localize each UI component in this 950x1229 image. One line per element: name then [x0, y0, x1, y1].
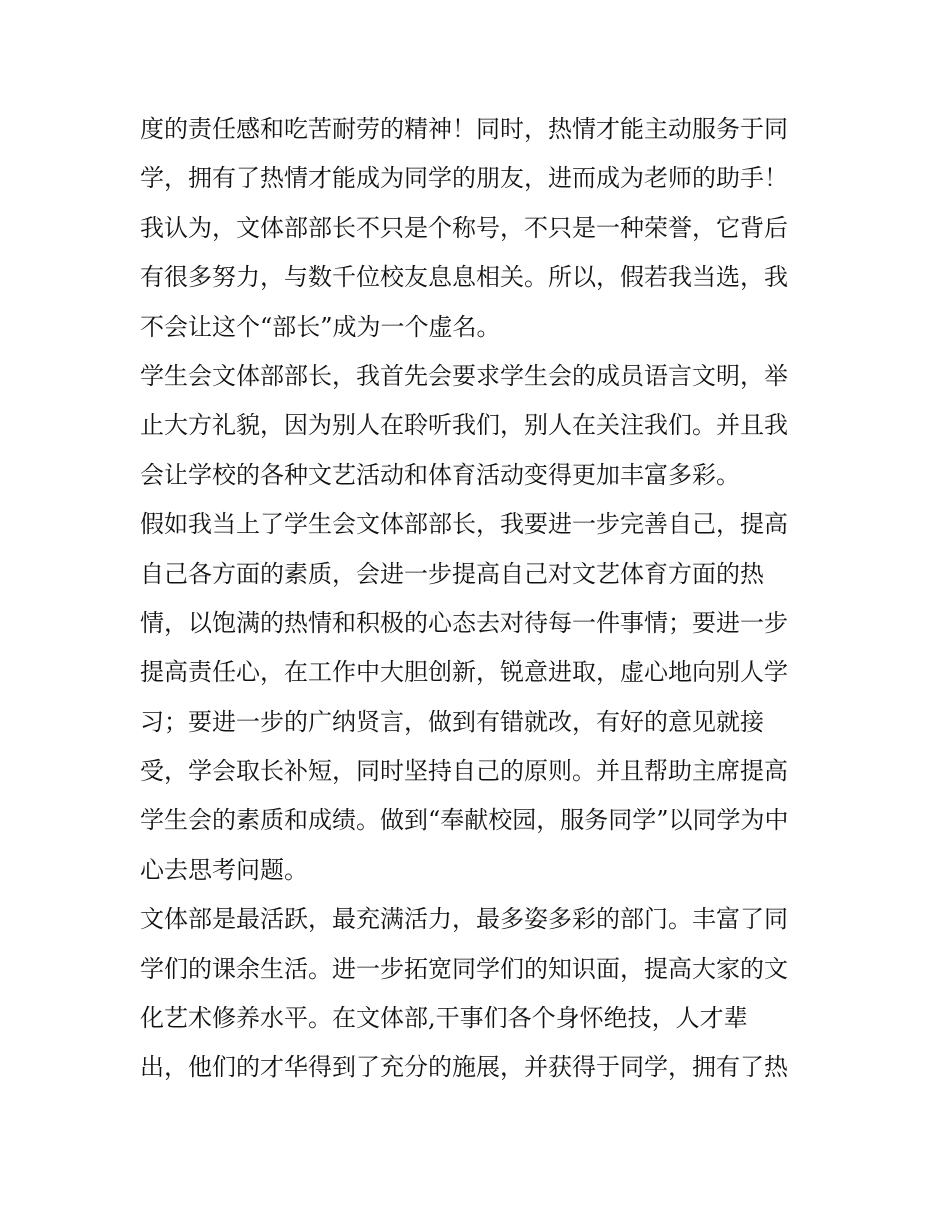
text-line: 受，学会取长补短，同时坚持自己的原则。并且帮助主席提高	[140, 757, 788, 786]
text-line: 学，拥有了热情才能成为同学的朋友，进而成为老师的助手！	[140, 164, 788, 193]
text-line: 止大方礼貌，因为别人在聆听我们，别人在关注我们。并且我	[140, 411, 788, 440]
text-line: 化艺术修养水平。在文体部,干事们各个身怀绝技，人才辈	[140, 1004, 748, 1033]
text-line: 学们的课余生活。进一步拓宽同学们的知识面，提高大家的文	[140, 954, 788, 983]
text-line: 假如我当上了学生会文体部部长，我要进一步完善自己，提高	[140, 510, 788, 539]
text-line: 会让学校的各种文艺活动和体育活动变得更加丰富多彩。	[140, 460, 740, 489]
text-line: 习；要进一步的广纳贤言，做到有错就改，有好的意见就接	[140, 707, 764, 736]
text-line: 学生会的素质和成绩。做到“奉献校园，服务同学”以同学为中	[140, 806, 789, 835]
body-text	[140, 105, 820, 1093]
text-line: 自己各方面的素质，会进一步提高自己对文艺体育方面的热	[140, 559, 764, 588]
text-line: 提高责任心，在工作中大胆创新，锐意进取，虚心地向别人学	[140, 658, 788, 687]
text-line: 学生会文体部部长，我首先会要求学生会的成员语言文明，举	[140, 361, 788, 390]
text-line: 度的责任感和吃苦耐劳的精神！同时，热情才能主动服务于同	[140, 115, 788, 143]
text-line: 心去思考问题。	[140, 855, 308, 884]
text-line: 不会让这个“部长”成为一个虚名。	[140, 312, 501, 341]
text-line: 情，以饱满的热情和积极的心态去对待每一件事情；要进一步	[140, 608, 788, 637]
text-line: 出，他们的才华得到了充分的施展，并获得于同学，拥有了热	[140, 1053, 788, 1082]
text-line: 有很多努力，与数千位校友息息相关。所以，假若我当选，我	[140, 263, 788, 292]
text-line: 我认为，文体部部长不只是个称号，不只是一种荣誉，它背后	[140, 213, 788, 242]
text-line: 文体部是最活跃，最充满活力，最多姿多彩的部门。丰富了同	[140, 905, 788, 934]
